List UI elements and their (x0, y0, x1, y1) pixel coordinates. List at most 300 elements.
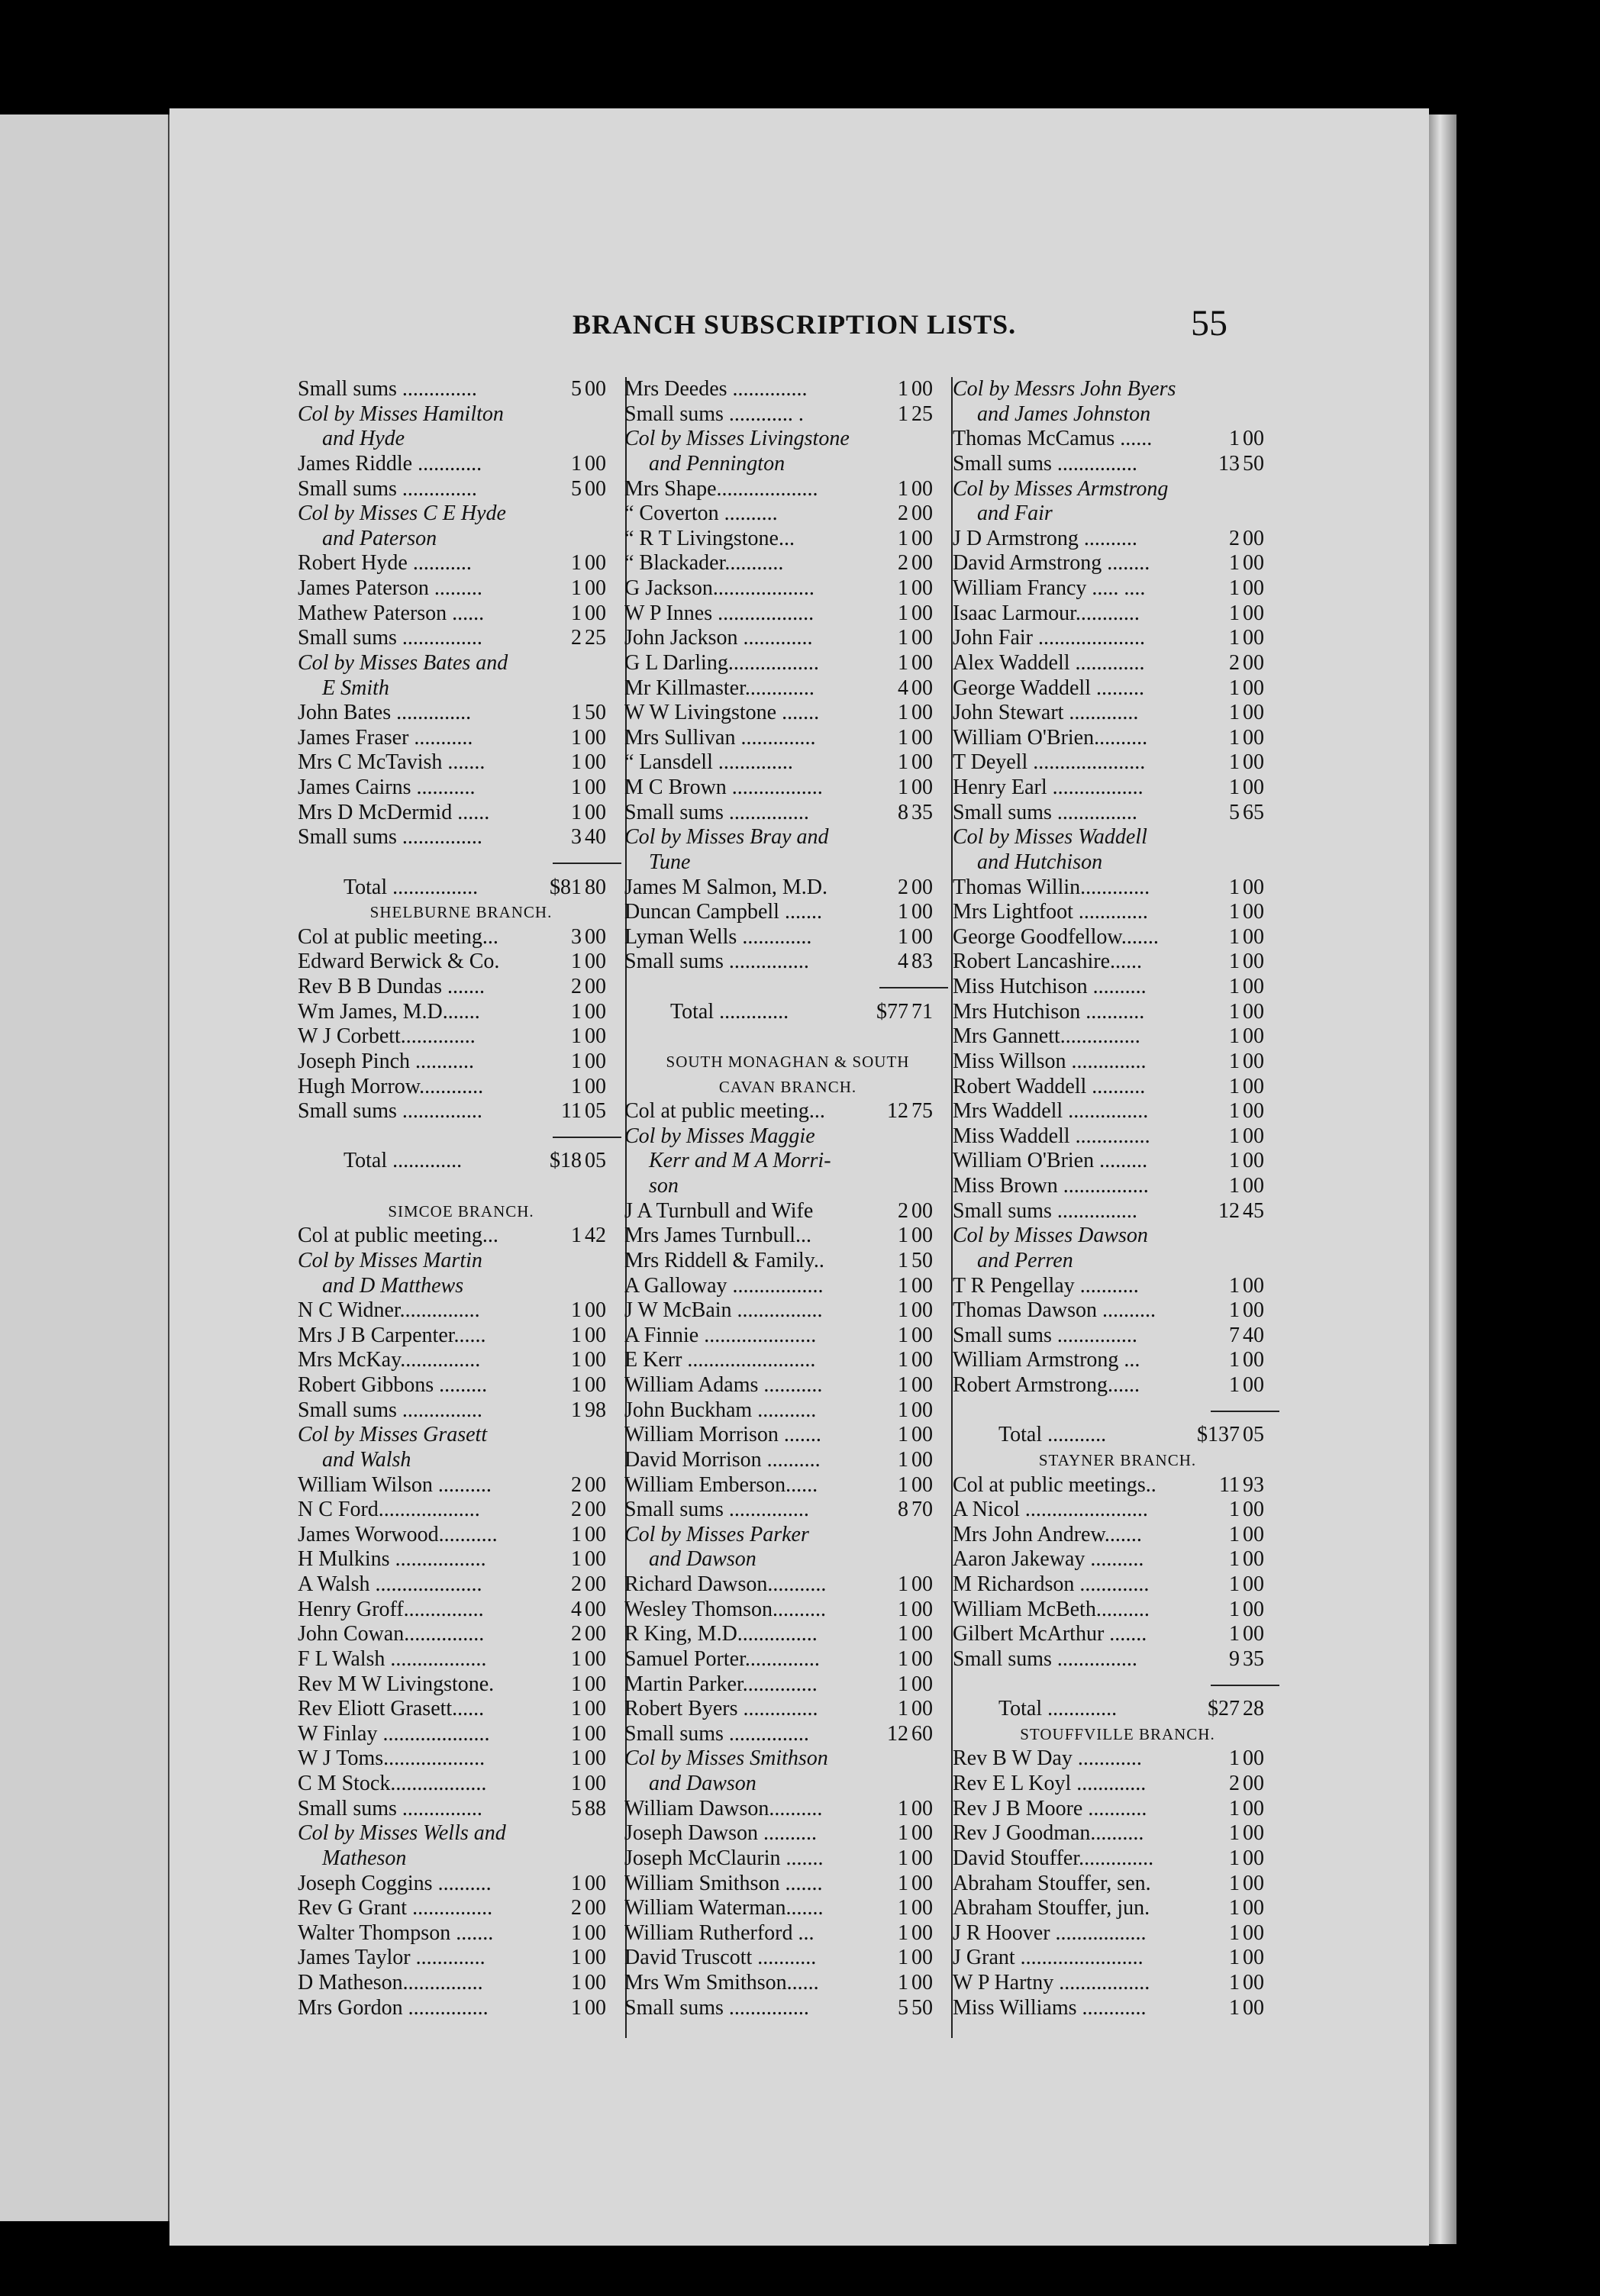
entry-cents: 00 (1243, 1298, 1264, 1323)
entry-name: Mrs Hutchison ........... (953, 999, 1145, 1024)
entry-cents: 71 (911, 999, 933, 1024)
entry-cents: 00 (1243, 725, 1264, 750)
entry-dollars: 1 (1229, 725, 1240, 750)
subscription-entry (624, 1821, 951, 1846)
total-rule (953, 1672, 1282, 1698)
entry-name: Small sums .............. (298, 476, 477, 501)
entry-dollars: 1 (898, 526, 908, 550)
entry-dollars: 1 (1229, 1920, 1240, 1945)
entry-name: W W Livingstone ....... (624, 701, 820, 725)
entry-dollars: $27 (1208, 1697, 1240, 1721)
entry-cents: 00 (585, 1772, 606, 1795)
entry-dollars: 1 (898, 1447, 908, 1472)
entry-cents: 00 (1243, 1821, 1264, 1846)
entry-name: E Kerr ........................ (624, 1348, 816, 1372)
subscription-entry (298, 1523, 624, 1548)
entry-dollars: 11 (1219, 1472, 1240, 1497)
entry-name: Small sums ............... (624, 950, 809, 974)
entry-name: William Emberson...... (624, 1472, 818, 1497)
subscription-entry (298, 1872, 624, 1897)
entry-name: Col by Misses Waddell (953, 825, 1147, 850)
entry-dollars: 1 (898, 650, 908, 675)
entry-dollars: 1 (898, 576, 908, 600)
entry-cents: 00 (585, 1373, 606, 1397)
entry-name: Edward Berwick & Co. (298, 950, 500, 974)
entry-cents: 00 (585, 1074, 606, 1098)
page-title: BRANCH SUBSCRIPTION LISTS. (573, 309, 1017, 340)
blank-line (298, 1174, 624, 1199)
entry-cents: 00 (1243, 875, 1264, 899)
entry-cents: 00 (911, 924, 933, 949)
subscription-entry (953, 1274, 1282, 1299)
subscription-entry (953, 1174, 1282, 1199)
adjacent-page-edge (0, 114, 170, 2221)
subscription-entry (953, 676, 1282, 701)
entry-cents: 00 (1243, 1622, 1264, 1646)
entry-name: Col by Misses Livingstone (624, 427, 850, 451)
entry-dollars: 12 (887, 1721, 908, 1746)
entry-dollars: 1 (898, 1572, 908, 1596)
entry-dollars: 1 (1229, 576, 1240, 600)
subscription-entry (953, 1498, 1282, 1523)
entry-dollars: 1 (571, 1398, 582, 1422)
entry-name: Miss Willson .............. (953, 1049, 1147, 1073)
subscription-entry (953, 1024, 1282, 1050)
subscription-entry (953, 1647, 1282, 1672)
entry-name: Joseph Pinch ........... (298, 1049, 474, 1073)
subscription-entry (953, 925, 1282, 950)
entry-cents: 00 (1243, 776, 1264, 799)
entry-name: Col by Misses Hamilton (298, 401, 504, 426)
entry-name: A Walsh .................... (298, 1572, 482, 1596)
entry-name: Col by Misses C E Hyde (298, 501, 506, 526)
subscription-entry (624, 1846, 951, 1872)
entry-cents: 00 (1243, 576, 1264, 600)
entry-name: Hugh Morrow............ (298, 1074, 484, 1098)
entry-dollars: 1 (898, 1896, 908, 1920)
entry-cents: 00 (911, 1597, 933, 1621)
entry-dollars: 1 (898, 1423, 908, 1447)
entry-cents: 00 (1243, 1273, 1264, 1298)
entry-cents: 25 (911, 401, 933, 426)
collector-heading (953, 1224, 1282, 1249)
subscription-entry (953, 527, 1282, 552)
entry-cents: 00 (585, 1049, 606, 1073)
subscription-entry (624, 1921, 951, 1946)
branch-heading (298, 1199, 624, 1224)
entry-cents: 00 (1243, 1522, 1264, 1546)
subscription-entry (624, 876, 951, 901)
entry-dollars: 2 (898, 551, 908, 576)
entry-name: Col by Misses Smithson (624, 1746, 828, 1771)
entry-cents: 00 (911, 476, 933, 501)
subscription-entry (298, 1348, 624, 1373)
entry-name: William O'Brien ......... (953, 1149, 1148, 1173)
entry-name: Rev E L Koyl ............. (953, 1772, 1147, 1795)
entry-name: William Waterman....... (624, 1896, 824, 1920)
entry-dollars: 1 (1229, 900, 1240, 924)
entry-dollars: 1 (571, 1522, 582, 1546)
entry-dollars: 5 (571, 476, 582, 501)
entry-dollars: 1 (571, 1646, 582, 1671)
subscription-entry (624, 1398, 951, 1424)
entry-name: J R Hoover ................. (953, 1920, 1147, 1945)
entry-cents: 00 (911, 1273, 933, 1298)
entry-cents: 00 (911, 1796, 933, 1820)
entry-name: Robert Armstrong...... (953, 1373, 1140, 1397)
entry-name: T Deyell ..................... (953, 750, 1146, 775)
entry-cents: 00 (585, 1522, 606, 1546)
entry-cents: 00 (1243, 924, 1264, 949)
entry-dollars: 1 (571, 725, 582, 750)
collector-heading (298, 1249, 624, 1274)
entry-dollars: 1 (571, 999, 582, 1024)
subscription-entry (298, 1224, 624, 1249)
collector-heading (298, 1846, 624, 1872)
entry-dollars: 1 (898, 1622, 908, 1646)
entry-dollars: 1 (571, 776, 582, 799)
subscription-entry (298, 801, 624, 826)
entry-cents: 00 (1243, 999, 1264, 1024)
entry-dollars: 1 (1229, 1149, 1240, 1173)
entry-dollars: 2 (1229, 526, 1240, 550)
subscription-entry (624, 1572, 951, 1598)
entry-dollars: 1 (898, 1224, 908, 1248)
branch-heading (624, 1075, 951, 1100)
entry-name: Small sums ............... (298, 626, 482, 650)
entry-cents: 50 (1243, 451, 1264, 476)
subscription-entry (624, 1473, 951, 1498)
entry-cents: 00 (585, 476, 606, 501)
entry-name: STOUFFVILLE BRANCH. (1020, 1724, 1215, 1743)
entry-name: Lyman Wells ............. (624, 924, 812, 949)
entry-name: and James Johnston (977, 401, 1151, 426)
entry-dollars: 1 (1229, 601, 1240, 625)
entry-name: Total ............. (670, 999, 789, 1024)
entry-dollars: 12 (887, 1099, 908, 1124)
subscription-column-2 (624, 377, 951, 2020)
entry-dollars: 11 (561, 1099, 582, 1124)
entry-name: Walter Thompson ....... (298, 1920, 494, 1945)
entry-dollars: 1 (1229, 1846, 1240, 1870)
entry-cents: 00 (911, 1896, 933, 1920)
entry-name: Miss Brown ................ (953, 1174, 1149, 1198)
subscription-entry (953, 1996, 1282, 2021)
entry-name: D Matheson............... (298, 1971, 483, 1994)
subscription-entry (624, 551, 951, 576)
entry-dollars: 2 (1229, 650, 1240, 675)
entry-name: W J Toms................... (298, 1746, 485, 1771)
entry-dollars: 1 (1229, 975, 1240, 998)
subscription-entry (298, 726, 624, 751)
entry-dollars: 1 (571, 1672, 582, 1696)
entry-cents: 42 (585, 1224, 606, 1248)
entry-dollars: 1 (898, 1472, 908, 1497)
entry-cents: 00 (585, 999, 606, 1024)
entry-name: Mrs McKay............... (298, 1348, 481, 1372)
subscription-entry (624, 1598, 951, 1623)
subscription-entry (624, 950, 951, 975)
subscription-entry (624, 477, 951, 502)
entry-dollars: 1 (571, 1373, 582, 1397)
entry-dollars: 1 (1229, 626, 1240, 650)
entry-dollars: 1 (898, 776, 908, 799)
entry-cents: 00 (1243, 601, 1264, 625)
entry-name: James Taylor ............. (298, 1946, 485, 1970)
entry-cents: 00 (911, 676, 933, 700)
entry-dollars: 1 (1229, 1298, 1240, 1323)
subscription-entry (298, 1647, 624, 1672)
collector-heading (953, 377, 1282, 402)
entry-dollars: 1 (571, 576, 582, 600)
entry-name: Matheson (322, 1846, 407, 1870)
branch-heading (624, 1050, 951, 1075)
entry-cents: 00 (585, 377, 606, 401)
entry-dollars: 1 (898, 1373, 908, 1397)
entry-name: William Dawson.......... (624, 1796, 823, 1820)
entry-name: John Bates .............. (298, 701, 472, 725)
entry-name: Tune (649, 850, 691, 874)
entry-cents: 00 (585, 950, 606, 974)
subscription-entry (298, 1896, 624, 1921)
subscription-entry (298, 1722, 624, 1747)
entry-name: Col at public meetings.. (953, 1472, 1156, 1497)
entry-name: William Rutherford ... (624, 1920, 815, 1945)
total-rule (953, 1398, 1282, 1424)
subscription-entry (953, 726, 1282, 751)
subscription-entry (953, 1124, 1282, 1150)
subscription-entry (953, 551, 1282, 576)
subscription-entry (298, 1697, 624, 1722)
entry-dollars: 1 (898, 1920, 908, 1945)
entry-cents: 00 (585, 1348, 606, 1372)
entry-dollars: 1 (1229, 1522, 1240, 1546)
entry-name: son (649, 1174, 679, 1198)
entry-name: William Wilson .......... (298, 1472, 492, 1497)
entry-dollars: 1 (898, 626, 908, 650)
entry-dollars: 1 (571, 1746, 582, 1771)
subscription-entry (624, 1099, 951, 1124)
entry-dollars: 1 (571, 800, 582, 824)
entry-dollars: 5 (571, 377, 582, 401)
entry-name: Mrs D McDermid ...... (298, 800, 490, 824)
entry-name: A Finnie ..................... (624, 1323, 817, 1347)
entry-name: Mr Killmaster............. (624, 676, 815, 700)
entry-cents: 00 (585, 1995, 606, 2020)
entry-name: Thomas Willin............. (953, 875, 1150, 899)
subscription-entry (298, 551, 624, 576)
entry-name: George Waddell ......... (953, 676, 1144, 700)
entry-cents: 00 (1243, 1597, 1264, 1621)
entry-name: Miss Hutchison .......... (953, 975, 1147, 998)
entry-cents: 00 (1243, 1995, 1264, 2020)
entry-name: J Grant ....................... (953, 1946, 1144, 1970)
entry-cents: 00 (911, 1871, 933, 1895)
entry-dollars: 1 (1229, 427, 1240, 451)
subscription-entry (298, 452, 624, 477)
entry-name: E Smith (322, 676, 389, 700)
entry-name: Kerr and M A Morri- (649, 1149, 831, 1173)
entry-cents: 00 (585, 1896, 606, 1920)
entry-name: Wesley Thomson.......... (624, 1597, 826, 1621)
entry-dollars: 5 (1229, 800, 1240, 824)
entry-name: Robert Waddell .......... (953, 1074, 1146, 1098)
entry-name: Small sums .............. (298, 377, 477, 401)
subscription-entry (624, 900, 951, 925)
entry-dollars: 1 (1229, 1373, 1240, 1397)
entry-name: Col by Misses Bates and (298, 650, 508, 675)
entry-dollars: 1 (1229, 1049, 1240, 1073)
subscription-entry (298, 750, 624, 776)
subscription-entry (298, 1324, 624, 1349)
entry-name: Thomas Dawson .......... (953, 1298, 1156, 1323)
entry-name: Total ................ (344, 875, 479, 899)
subscription-entry (624, 1697, 951, 1722)
entry-name: Mrs Shape................... (624, 476, 818, 501)
entry-dollars: 1 (898, 1348, 908, 1372)
entry-name: Isaac Larmour............ (953, 601, 1140, 625)
entry-name: STAYNER BRANCH. (1038, 1450, 1197, 1469)
entry-name: “ Lansdell .............. (624, 750, 793, 775)
subscription-entry (953, 1149, 1282, 1174)
entry-dollars: 1 (898, 701, 908, 725)
entry-cents: 00 (585, 1971, 606, 1994)
entry-cents: 05 (585, 1149, 606, 1173)
entry-cents: 00 (1243, 1174, 1264, 1198)
entry-cents: 00 (911, 576, 933, 600)
entry-name: H Mulkins ................. (298, 1547, 486, 1572)
entry-name: Rev Eliott Grasett...... (298, 1697, 485, 1721)
subscription-entry (624, 1298, 951, 1324)
entry-dollars: 1 (1229, 999, 1240, 1024)
subscription-entry (298, 1024, 624, 1050)
entry-name: Small sums ............... (624, 1498, 809, 1522)
entry-dollars: 1 (1229, 1946, 1240, 1970)
subscription-entry (624, 776, 951, 801)
collector-heading (624, 1174, 951, 1199)
entry-cents: 00 (585, 451, 606, 476)
entry-dollars: 1 (898, 1697, 908, 1721)
entry-dollars: 1 (1229, 1796, 1240, 1820)
entry-name: Aaron Jakeway .......... (953, 1547, 1144, 1572)
collector-heading (298, 527, 624, 552)
entry-name: Rev M W Livingstone. (298, 1672, 495, 1696)
entry-cents: 00 (911, 701, 933, 725)
entry-dollars: 1 (1229, 1273, 1240, 1298)
subscription-entry (298, 1099, 624, 1124)
entry-cents: 00 (1243, 1871, 1264, 1895)
entry-cents: 00 (911, 1672, 933, 1696)
subscription-entry (953, 1946, 1282, 1971)
entry-cents: 00 (585, 800, 606, 824)
entry-name: Martin Parker.............. (624, 1672, 818, 1696)
entry-dollars: 1 (571, 1772, 582, 1795)
entry-cents: 00 (911, 501, 933, 526)
entry-cents: 00 (911, 1298, 933, 1323)
collector-heading (298, 402, 624, 427)
entry-dollars: 1 (1229, 1547, 1240, 1572)
entry-cents: 05 (1243, 1423, 1264, 1447)
entry-dollars: 7 (1229, 1323, 1240, 1347)
subscription-entry (624, 377, 951, 402)
entry-dollars: 2 (898, 501, 908, 526)
subscription-entry (953, 452, 1282, 477)
subscription-entry (624, 1622, 951, 1647)
entry-name: William Francy ..... .... (953, 576, 1146, 600)
entry-name: Mrs C McTavish ....... (298, 750, 485, 775)
entry-name: Col by Misses Grasett (298, 1423, 488, 1447)
entry-dollars: 1 (571, 1697, 582, 1721)
entry-name: and Hutchison (977, 850, 1103, 874)
entry-dollars: 1 (571, 1871, 582, 1895)
entry-cents: 40 (585, 825, 606, 850)
subscription-entry (624, 651, 951, 676)
subscription-entry (624, 1946, 951, 1971)
entry-name: Col by Misses Wells and (298, 1821, 506, 1846)
entry-name: W J Corbett.............. (298, 1024, 476, 1049)
subscription-entry (953, 1598, 1282, 1623)
entry-name: W P Hartny ................. (953, 1971, 1150, 1994)
entry-name: Mrs Gordon ............... (298, 1995, 489, 2020)
branch-heading (298, 900, 624, 925)
entry-name: SOUTH MONAGHAN & SOUTH (666, 1052, 910, 1071)
entry-name: Henry Groff............... (298, 1597, 484, 1621)
entry-cents: 00 (1243, 1796, 1264, 1820)
entry-name: David Truscott ........... (624, 1946, 817, 1970)
subscription-entry (953, 975, 1282, 1000)
entry-name: Small sums ............... (953, 451, 1137, 476)
collector-heading (624, 1149, 951, 1174)
collector-heading (624, 850, 951, 876)
entry-cents: 00 (585, 1024, 606, 1049)
entry-cents: 00 (911, 1971, 933, 1994)
subscription-entry (624, 750, 951, 776)
entry-dollars: 1 (1229, 1821, 1240, 1846)
subscription-entry (953, 701, 1282, 726)
entry-dollars: 1 (1229, 1074, 1240, 1098)
collector-heading (298, 1821, 624, 1846)
entry-name: Mathew Paterson ...... (298, 601, 485, 625)
entry-dollars: 4 (571, 1597, 582, 1621)
entry-name: Col by Misses Parker (624, 1522, 809, 1546)
entry-name: Richard Dawson........... (624, 1572, 827, 1596)
entry-cents: 00 (911, 1472, 933, 1497)
entry-dollars: 1 (1229, 1871, 1240, 1895)
entry-cents: 25 (585, 626, 606, 650)
entry-name: John Buckham ........... (624, 1398, 817, 1422)
entry-dollars: 1 (898, 476, 908, 501)
subscription-entry (298, 1746, 624, 1772)
entry-cents: 00 (1243, 626, 1264, 650)
subscription-entry (953, 1846, 1282, 1872)
entry-dollars: 1 (1229, 1597, 1240, 1621)
entry-dollars: 1 (1229, 1099, 1240, 1124)
entry-dollars: 1 (571, 601, 582, 625)
entry-cents: 00 (1243, 551, 1264, 576)
subscription-entry (298, 1672, 624, 1698)
entry-cents: 00 (1243, 1149, 1264, 1173)
entry-name: Miss Williams ............ (953, 1995, 1147, 2020)
entry-cents: 00 (911, 1224, 933, 1248)
entry-cents: 00 (1243, 1074, 1264, 1098)
entry-cents: 00 (585, 1697, 606, 1721)
entry-name: John Jackson ............. (624, 626, 813, 650)
entry-dollars: 2 (571, 1472, 582, 1497)
entry-name: “ Coverton .......... (624, 501, 778, 526)
collector-heading (953, 501, 1282, 527)
entry-dollars: 1 (571, 750, 582, 775)
entry-name: Abraham Stouffer, sen. (953, 1871, 1151, 1895)
